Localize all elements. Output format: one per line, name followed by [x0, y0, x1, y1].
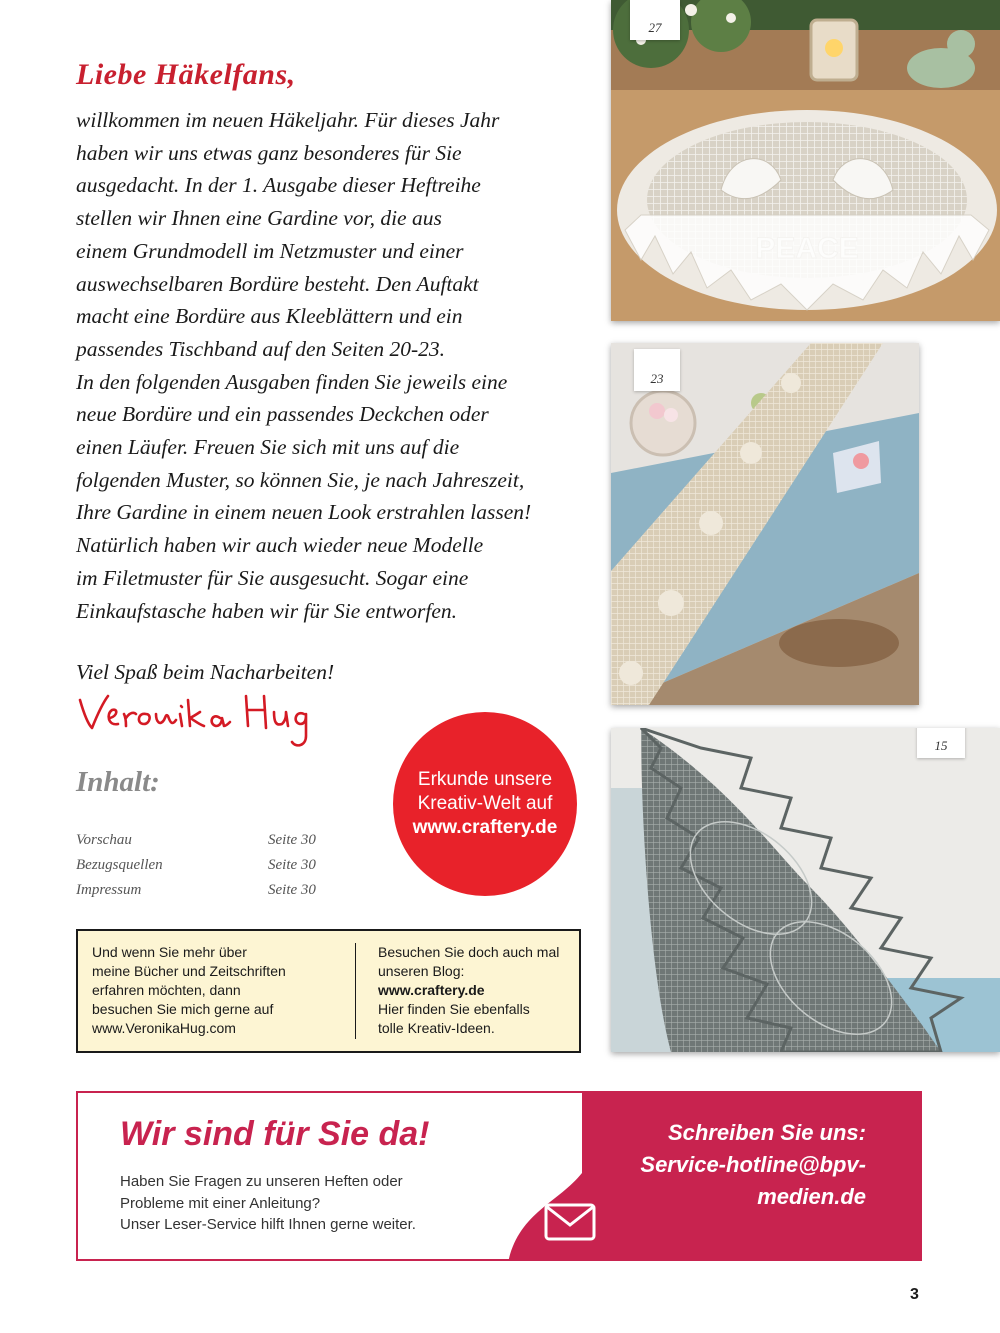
service-text: Haben Sie Fragen zu unseren Heften oder Probleme mit einer Anleitung? Unser Leser-Service hilft Ihnen gerne weiter.: [120, 1173, 416, 1233]
contents-item-page: Seite 30: [268, 882, 316, 898]
signature: [74, 688, 324, 757]
service-email-link[interactable]: Service-hotline@bpv-: [640, 1152, 866, 1177]
contents-item-label: Vorschau: [76, 832, 132, 848]
intro-text: [76, 104, 606, 627]
closing-text: Viel Spaß beim Nacharbeiten!: [76, 660, 335, 684]
greeting-heading: Liebe Häkelfans,: [76, 58, 296, 91]
signature-icon: [74, 688, 324, 752]
info-right-line: Hier finden Sie ebenfalls: [378, 1001, 530, 1017]
page-number: 3: [910, 1286, 919, 1303]
service-contact-line1: Schreiben Sie uns:: [667, 1120, 866, 1145]
info-left-text: Und wenn Sie mehr über meine Bücher und Zeitschriften erfahren möchten, dann besuchen Sie mich gerne auf www.VeronikaHug.com: [92, 944, 286, 1036]
intro-paragraph: willkommen im neuen Häkeljahr. Für dieses Jahr haben wir uns etwas ganz besonderes für Sie ausgedacht. In der 1. Ausgabe dieser Heftreihe stellen wir Ihnen eine Gardine vor, die aus einem Grundmodell im Netzmuster und einer auswechselbaren Bordüre besteht. Den Auftakt macht eine Bordüre aus Kleeblättern und ein passendes Tischband auf den Seiten 20-23. In den folgenden Ausgaben finden Sie jeweils eine neue Bordüre und ein passendes Deckchen oder einen Läufer. Freuen Sie sich mit uns auf die folgenden Muster, so können Sie, je nach Jahreszeit, Ihre Gardine in einem neuen Look erstrahlen lassen! Natürlich haben wir auch wieder neue Modelle im Filetmuster für Sie ausgesucht. Sogar eine Einkaufstasche haben wir für Sie entworfen.: [76, 108, 532, 623]
photo-page-tag: 27: [630, 0, 680, 40]
photo-grey-runner: [611, 728, 1000, 1052]
promo-line2: Kreativ-Welt auf: [417, 793, 553, 814]
contents-item-page: Seite 30: [268, 857, 316, 873]
info-right-line: tolle Kreativ-Ideen.: [378, 1020, 495, 1036]
runner-photo-image: [611, 343, 919, 705]
contents-title: Inhalt:: [76, 766, 160, 798]
info-right-column: [378, 943, 578, 1038]
info-divider: [355, 943, 356, 1039]
service-email-link-end[interactable]: medien.de: [757, 1184, 866, 1209]
doily-photo-image: [611, 0, 1000, 321]
contents-item[interactable]: [76, 853, 336, 878]
promo-circle[interactable]: [393, 712, 577, 896]
envelope-icon: [544, 1203, 596, 1241]
photo-table-runner: [611, 343, 919, 705]
grey-runner-photo-image: [611, 728, 1000, 1052]
blog-link[interactable]: www.craftery.de: [378, 982, 485, 998]
photo-page-tag: 15: [917, 728, 965, 758]
promo-link[interactable]: www.craftery.de: [412, 817, 558, 838]
photo-oval-doily: [611, 0, 1000, 321]
contents-item-page: Seite 30: [268, 832, 316, 848]
contents-item[interactable]: [76, 828, 336, 853]
contents-list: [76, 828, 336, 903]
promo-line1: Erkunde unsere: [417, 769, 553, 790]
info-right-line: Besuchen Sie doch auch mal: [378, 944, 560, 960]
service-contact: [566, 1117, 866, 1213]
service-title: Wir sind für Sie da!: [120, 1115, 430, 1153]
contents-item-label: Bezugsquellen: [76, 857, 163, 873]
contents-item-label: Impressum: [76, 882, 142, 898]
contents-item[interactable]: [76, 878, 336, 903]
photo-page-tag: 23: [634, 349, 680, 391]
info-right-line: unseren Blog:: [378, 963, 465, 979]
info-box: [76, 929, 581, 1053]
service-box: [76, 1091, 922, 1261]
